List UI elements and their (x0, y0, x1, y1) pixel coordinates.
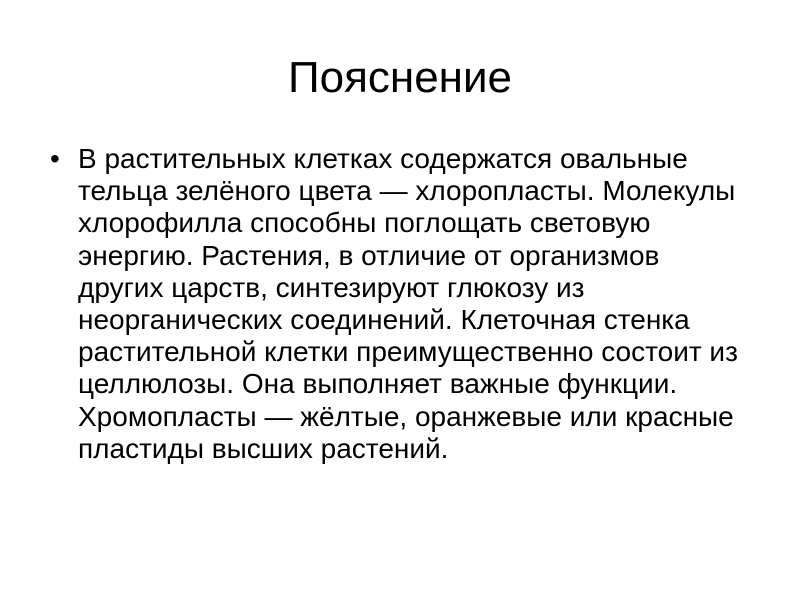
bullet-list (40, 143, 740, 465)
slide-title: Пояснение (287, 53, 513, 102)
bullet-icon: • (50, 143, 60, 174)
bullet-text: В растительных клетках содержатся овальные тельца зелёного цвета — хлоропласты. Молекулы хлорофилла способны поглощать световую энергию. Растения, в отличие от организмов других царств, синтезируют глюкозу из неорганических соединений. Клеточная стенка растительной клетки преимущественно состоит из целлюлозы. Она выполняет важные функции. Хромопласты — жёлтые, оранжевые или красные пластиды высших растений. (78, 143, 738, 464)
bullet-item (40, 143, 740, 465)
